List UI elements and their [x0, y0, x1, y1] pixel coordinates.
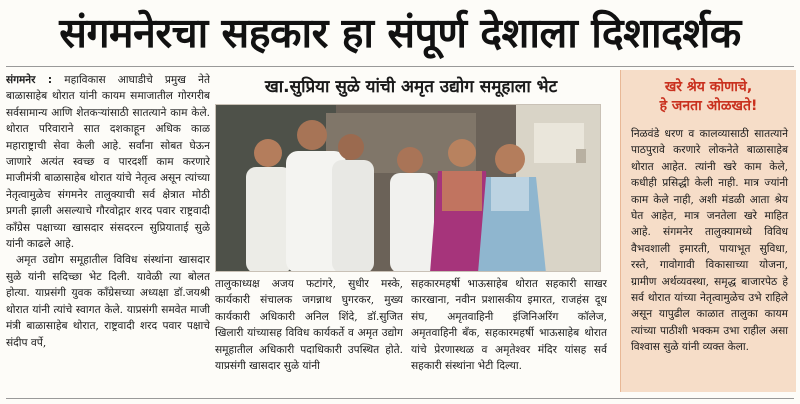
article-column-2 [215, 276, 403, 394]
sidebar-box [620, 70, 796, 392]
sidebar-heading-line-2: हे जनता ओळखते! [659, 98, 758, 114]
headline: संगमनेरचा सहकार हा संपूर्ण देशाला दिशादर्शक [59, 9, 741, 57]
photo-image-icon [216, 105, 601, 272]
sidebar-heading-line-1: खरे श्रेय कोणाचे, [664, 79, 753, 95]
article-column-1 [6, 72, 210, 394]
article-paragraph-2: अमृत उद्योग समूहातील विविध संस्थांना खासदार सुळे यांनी सदिच्छा भेट दिली. यावेळी त्या बोलत होत्या. याप्रसंगी युवक कॉंग्रेसच्या अध्यक्षा डॉ.जयश्री थोरात यांनी त्यांचे स्वागत केले. याप्रसंगी समवेत माजी मंत्री बाळासाहेब थोरात, राष्ट्रवादी शरद पवार पक्षाचे संदीप वर्पे, [6, 254, 210, 349]
article-paragraph-3: तालुकाध्यक्ष अजय फटांगरे, सुधीर मस्के, कार्यकारी संचालक जगन्नाथ घुगरकर, मुख्य कार्यकारी अधिकारी अनिल शिंदे, डॉ.सुजित खिलारी यांच्यासह विविध कार्यकर्ते व अमृत उद्योग समूहातील अधिकारी पदाधिकारी उपस्थित होते. याप्रसंगी खासदार सुळे यांनी [215, 278, 403, 373]
dateline: संगमनेर : [6, 74, 53, 86]
headline-rule [6, 66, 794, 67]
news-photo [215, 104, 601, 272]
article-paragraph-1: महाविकास आघाडीचे प्रमुख नेते बाळासाहेब थोरात यांनी कायम समाजातील गोरगरीब सर्वसामान्य आणि शेतकऱ्यांसाठी सातत्याने काम केले. थोरात परिवाराने सात दशकाहून अधिक काळ महाराष्ट्राची सेवा केली आहे. सर्वांना सोबत घेऊन जाणारे अत्यंत स्वच्छ व पारदर्शी काम करणारे माजीमंत्री बाळासाहेब थोरात यांचे नेतृत्व असून त्यांच्या नेतृत्वामुळेच संगमनेर तालुक्याची सर्व क्षेत्रात मोठी प्रगती झाली असल्याचे गौरवोद्गार शरद पवार राष्ट्रवादी कॉंग्रेस पक्षाच्या खासदार संसदरत्न सुप्रियाताई सुळे यांनी काढले आहे. [6, 74, 210, 251]
bottom-rule [6, 398, 794, 399]
article-paragraph-4: सहकारमहर्षी भाऊसाहेब थोरात सहकारी साखर कारखाना, नवीन प्रशासकीय इमारत, राजहंस दूध संघ, अमृतवाहिनी इंजिनिअरिंग कॉलेज, अमृतवाहिनी बँक, सहकारमहर्षी भाऊसाहेब थोरात यांचे प्रेरणास्थळ व अमृतेश्वर मंदिर यांसह सर्व सहकारी संस्थांना भेटी दिल्या. [411, 278, 607, 373]
subheadline: खा.सुप्रिया सुळे यांची अमृत उद्योग समूहाला भेट [264, 77, 558, 97]
sidebar-heading [627, 78, 790, 116]
sidebar-body: निळवंडे धरण व कालव्यासाठी सातत्याने पाठपुरावे करणारे लोकनेते बाळासाहेब थोरात आहेत. त्यांनी खरे काम केले, कधीही प्रसिद्धी केली नाही. मात्र ज्यांनी काम केले नाही, अशी मंडळी आता श्रेय घेत आहेत, मात्र जनतेला खरे माहित आहे. संगमनेर तालुक्यामध्ये विविध वैभवशाली इमारती, पायाभूत सुविधा, रस्ते, गावोगावी विकासाच्या योजना, ग्रामीण अर्थव्यवस्था, समृद्ध बाजारपेठ हे सर्व थोरात यांच्या नेतृत्वामुळेच उभे राहिले असून यापुढील काळात तालुका कायम त्यांच्या पाठीशी भक्कम उभा राहील असा विश्वास सुळे यांनी व्यक्त केला. [631, 128, 788, 354]
article-column-3 [411, 276, 607, 394]
